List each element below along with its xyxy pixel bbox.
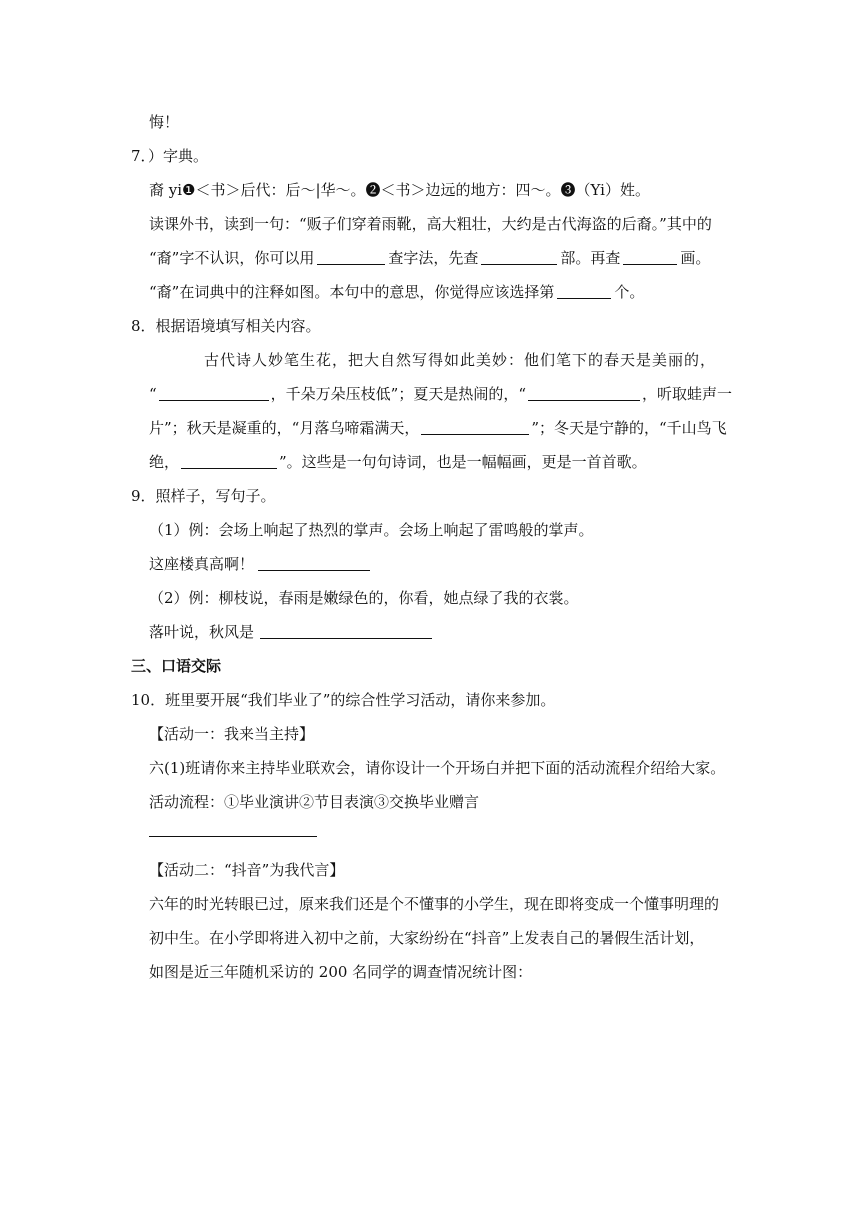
- text-segment: “裔”字不认识，你可以用: [149, 249, 315, 267]
- section-3-heading: 三、口语交际: [131, 657, 222, 675]
- question-8-fill-line: [149, 418, 727, 438]
- question-7-text: 读课外书，读到一句：“贩子们穿着雨靴，高大粗壮，大约是古代海盗的后裔。”其中的: [149, 215, 712, 233]
- activity-1-process: 活动流程：①毕业演讲②节目表演③交换毕业赠言: [149, 793, 480, 811]
- text-segment: 个。: [614, 283, 645, 301]
- question-10-heading: 10．班里要开展“我们毕业了”的综合性学习活动，请你来参加。: [131, 691, 556, 709]
- question-9-heading: 9．照样子，写句子。: [131, 487, 276, 505]
- activity-1-title: 【活动一：我来当主持】: [149, 725, 315, 743]
- text-segment: 绝，: [149, 453, 180, 471]
- answer-blank-winter[interactable]: [181, 453, 277, 469]
- question-8-fill-line: [149, 384, 732, 404]
- question-7-fill-line: [149, 248, 710, 268]
- text-segment: 画。: [680, 249, 711, 267]
- dictionary-entry: 裔 yi❶＜书＞后代：后～|华～。❷＜书＞边远的地方：四～。❸（Yi）姓。: [149, 181, 650, 199]
- answer-blank-meaning[interactable]: [557, 283, 611, 299]
- text-segment: 查字法，先查: [388, 249, 479, 267]
- answer-blank-summer[interactable]: [528, 385, 640, 401]
- answer-blank-sentence-1[interactable]: [258, 555, 370, 571]
- text-segment: 部。再查: [560, 249, 621, 267]
- question-8-heading: 8．根据语境填写相关内容。: [131, 317, 321, 335]
- activity-2-text: 初中生。在小学即将进入初中之前，大家纷纷在“抖音”上发表自己的暑假生活计划，: [149, 929, 705, 947]
- question-9-fill-line: [149, 622, 432, 642]
- answer-blank-lookup-method[interactable]: [317, 249, 385, 265]
- activity-2-text: 六年的时光转眼已过，原来我们还是个不懂事的小学生，现在即将变成一个懂事明理的: [149, 895, 720, 913]
- answer-blank-autumn[interactable]: [421, 419, 529, 435]
- text-segment: ，千朵万朵压枝低”；夏天是热闹的，“: [270, 385, 527, 403]
- answer-line-activity-1[interactable]: [149, 836, 317, 837]
- question-9-example-1: （1）例：会场上响起了热烈的掌声。会场上响起了雷鸣般的掌声。: [149, 521, 594, 539]
- answer-blank-sentence-2[interactable]: [260, 623, 432, 639]
- question-8-fill-line: [149, 452, 647, 472]
- question-8-passage: 古代诗人妙笔生花，把大自然写得如此美妙：他们笔下的春天是美丽的，: [204, 351, 717, 369]
- activity-2-text: 如图是近三年随机采访的 200 名同学的调查情况统计图：: [149, 963, 533, 981]
- activity-1-text: 六(1)班请你来主持毕业联欢会，请你设计一个开场白并把下面的活动流程介绍给大家。: [149, 759, 726, 777]
- question-7-heading: 7．）字典。: [131, 147, 209, 165]
- answer-blank-strokes[interactable]: [623, 249, 677, 265]
- text-segment: 落叶说，秋风是: [149, 623, 255, 641]
- answer-blank-spring[interactable]: [159, 385, 269, 401]
- text-segment: ，听取蛙声一: [642, 385, 733, 403]
- question-7-fill-line: [149, 282, 644, 302]
- activity-2-title: 【活动二：“抖音”为我代言】: [149, 861, 345, 879]
- answer-blank-radical[interactable]: [481, 249, 557, 265]
- text-segment: ”；冬天是宁静的，“千山鸟飞: [531, 419, 727, 437]
- text-segment: 这座楼真高啊！: [149, 555, 255, 573]
- text-segment: “裔”在词典中的注释如图。本句中的意思，你觉得应该选择第: [149, 283, 555, 301]
- text-segment: “: [149, 385, 157, 403]
- text-segment: 片”；秋天是凝重的，“月落乌啼霜满天，: [149, 419, 420, 437]
- question-9-fill-line: [149, 554, 370, 574]
- question-9-example-2: （2）例：柳枝说，春雨是嫩绿色的，你看，她点绿了我的衣裳。: [149, 589, 579, 607]
- text-line: 悔！: [149, 113, 180, 131]
- text-segment: ”。这些是一句句诗词，也是一幅幅画，更是一首首歌。: [279, 453, 647, 471]
